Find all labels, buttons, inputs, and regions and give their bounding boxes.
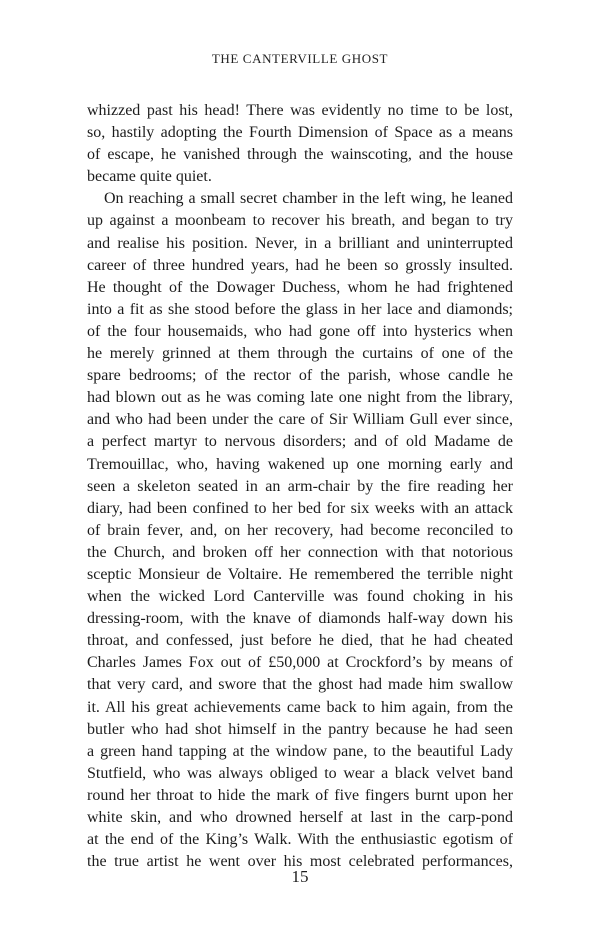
text-line: sceptic Monsieur de Voltaire. He remembered the terrible night xyxy=(87,565,513,583)
text-line: Tremouillac, who, having wakened up one morning early and xyxy=(87,455,513,473)
running-head: THE CANTERVILLE GHOST xyxy=(211,51,389,66)
text-line: of the four housemaids, who had gone off into hysterics when xyxy=(87,322,513,340)
page-number: 15 xyxy=(291,867,309,886)
text-line: throat, and confessed, just before he died, that he had cheated xyxy=(87,632,513,650)
text-line: into a fit as she stood before the glass in her lace and diamonds; xyxy=(87,300,513,318)
text-line: He thought of the Dowager Duchess, whom he had frightened xyxy=(87,278,513,296)
text-line: up against a moonbeam to recover his breath, and began to try xyxy=(87,212,513,230)
text-line: round her throat to hide the mark of five fingers burnt upon her xyxy=(87,786,513,804)
text-line: spare bedrooms; of the rector of the parish, whose candle he xyxy=(87,367,513,385)
text-line: it. All his great achievements came back to him again, from the xyxy=(87,698,513,716)
text-line: Charles James Fox out of £50,000 at Crockford’s by means of xyxy=(87,654,513,672)
text-line: seen a skeleton seated in an arm-chair by the fire reading her xyxy=(87,477,513,495)
text-line: of brain fever, and, on her recovery, had become reconciled to xyxy=(87,521,513,539)
text-line: so, hastily adopting the Fourth Dimension of Space as a means xyxy=(87,124,513,142)
text-line: the true artist he went over his most celebrated performances, xyxy=(87,853,513,871)
text-line: became quite quiet. xyxy=(87,168,212,186)
text-line: diary, had been confined to her bed for six weeks with an attack xyxy=(87,499,513,517)
text-line: On reaching a small secret chamber in the left wing, he leaned xyxy=(104,190,513,208)
text-line: of escape, he vanished through the wainscoting, and the house xyxy=(87,146,513,164)
text-line: he merely grinned at them through the curtains of one of the xyxy=(87,345,513,363)
text-line: dressing-room, with the knave of diamonds half-way down his xyxy=(87,610,513,628)
text-line: the Church, and broken off her connection with that notorious xyxy=(87,543,513,561)
text-line: whizzed past his head! There was evidently no time to be lost, xyxy=(87,102,513,119)
text-line: and realise his position. Never, in a brilliant and uninterrupted xyxy=(87,234,513,252)
text-line: had blown out as he was coming late one night from the library, xyxy=(87,389,513,407)
text-line: a perfect martyr to nervous disorders; and of old Madame de xyxy=(87,433,513,451)
text-line: career of three hundred years, had he been so grossly insulted. xyxy=(87,256,513,274)
text-line: butler who had shot himself in the pantry because he had seen xyxy=(87,720,513,738)
text-line: a green hand tapping at the window pane, to the beautiful Lady xyxy=(87,742,513,760)
text-line: white skin, and who drowned herself at last in the carp-pond xyxy=(87,809,513,826)
text-line: at the end of the King’s Walk. With the enthusiastic egotism of xyxy=(87,831,513,849)
text-line: and who had been under the care of Sir William Gull ever since, xyxy=(87,411,513,429)
body-text xyxy=(87,100,513,873)
text-line: Stutfield, who was always obliged to wear a black velvet band xyxy=(87,764,513,782)
text-line: when the wicked Lord Canterville was found choking in his xyxy=(87,588,513,606)
text-line: that very card, and swore that the ghost had made him swallow xyxy=(87,676,513,694)
